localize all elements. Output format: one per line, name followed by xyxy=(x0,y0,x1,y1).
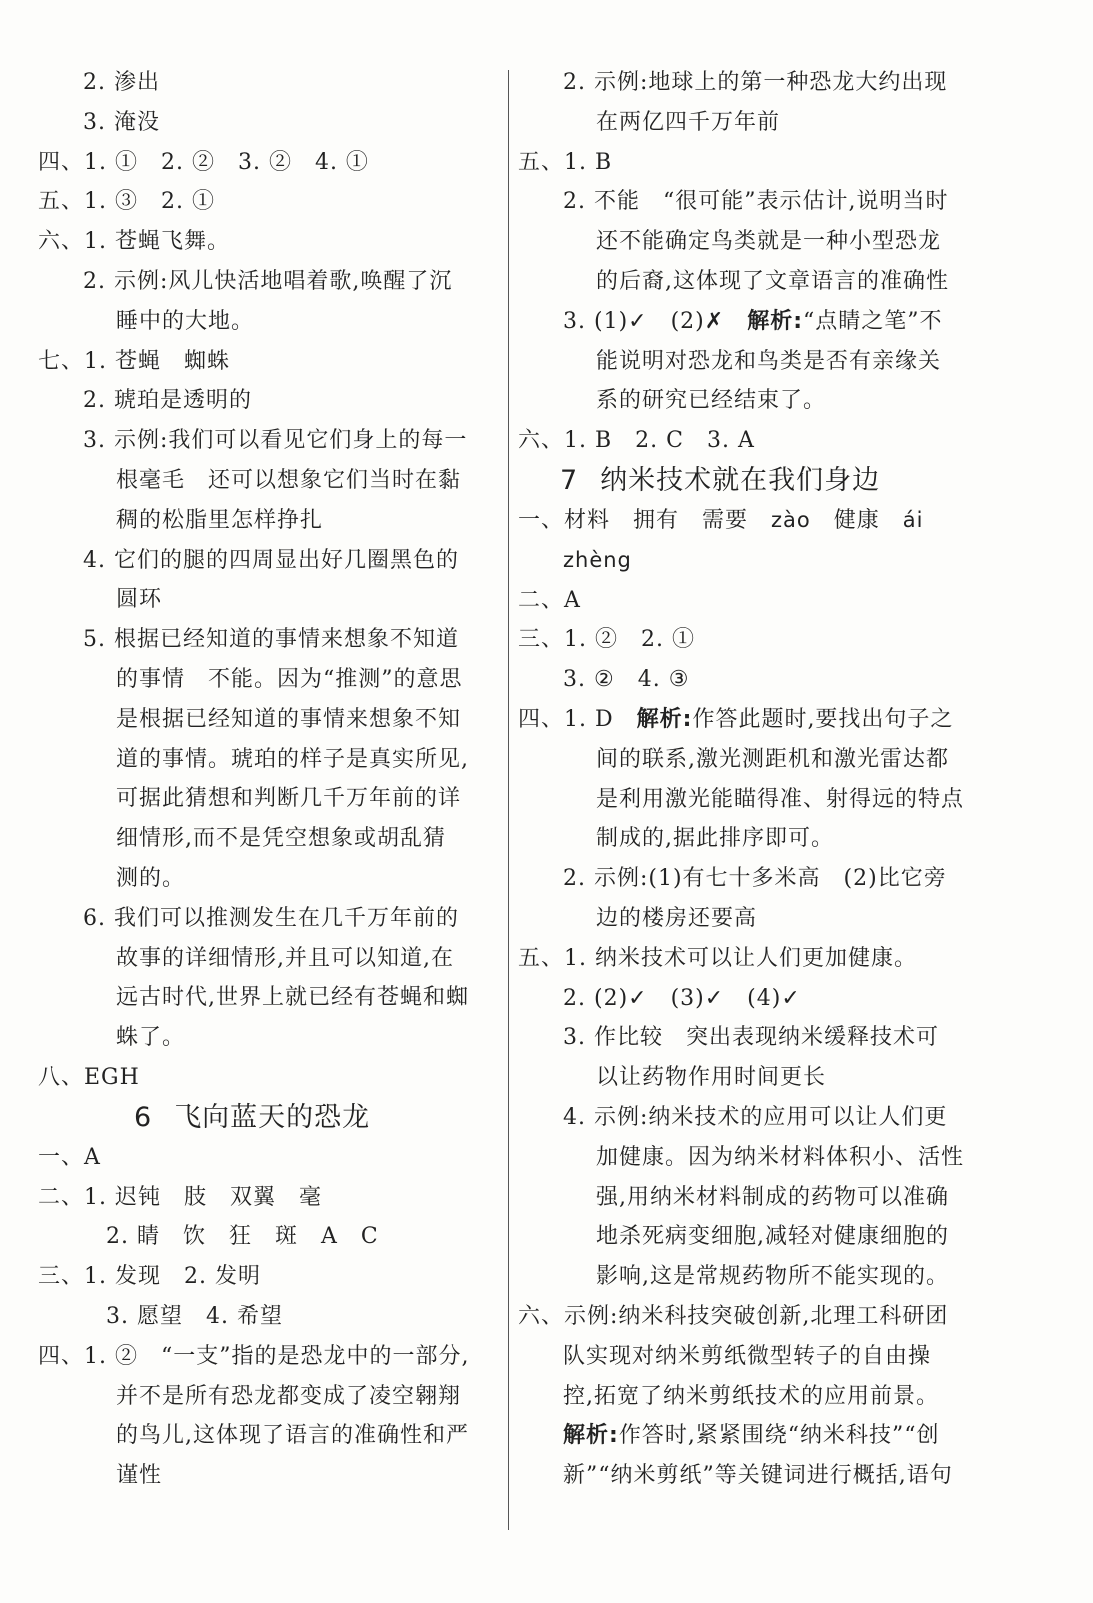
answer-text: 六、1. 苍蝇飞舞。 xyxy=(38,229,230,255)
answer-text: 二、A xyxy=(518,587,581,613)
lesson-number: 7 xyxy=(560,464,579,496)
answer-line xyxy=(38,779,500,819)
answer-text: 健康 xyxy=(810,507,903,533)
answer-line xyxy=(38,1178,500,1218)
answer-text: 四、1. D xyxy=(518,706,637,732)
answer-line xyxy=(518,421,988,461)
answer-line xyxy=(518,501,988,541)
answer-text: 测的。 xyxy=(116,865,186,891)
answer-line xyxy=(38,421,500,461)
answer-line xyxy=(38,182,500,222)
answer-text: 远古时代,世界上就已经有苍蝇和蜘 xyxy=(116,985,469,1011)
answer-text: 可据此猜想和判断几千万年前的详 xyxy=(116,786,462,812)
answer-line xyxy=(38,222,500,262)
answer-text: 影响,这是常规药物所不能实现的。 xyxy=(596,1264,949,1290)
pinyin-text: zào xyxy=(771,507,811,532)
lesson-title: 飞向蓝天的恐龙 xyxy=(174,1101,371,1133)
answer-text: 的后裔,这体现了文章语言的准确性 xyxy=(596,268,949,294)
answer-text: 2. 示例:风儿快活地唱着歌,唤醒了沉 xyxy=(83,268,453,294)
answer-text: 2. 琥珀是透明的 xyxy=(83,388,252,414)
answer-line xyxy=(518,660,988,700)
answer-line xyxy=(518,740,988,780)
answer-text: 地杀死病变细胞,减轻对健康细胞的 xyxy=(596,1224,949,1250)
answer-line xyxy=(518,1257,988,1297)
answer-line xyxy=(518,1217,988,1257)
answer-line xyxy=(518,620,988,660)
answer-text: 强,用纳米材料制成的药物可以准确 xyxy=(596,1184,949,1210)
answer-text: 还不能确定鸟类就是一种小型恐龙 xyxy=(596,229,942,255)
pinyin-text: ái xyxy=(902,507,924,532)
answer-text: 3. 作比较 突出表现纳米缓释技术可 xyxy=(563,1025,939,1051)
answer-line xyxy=(518,222,988,262)
answer-text: 道的事情。琥珀的样子是真实所见, xyxy=(116,746,469,772)
answer-line xyxy=(38,1456,500,1496)
answer-line xyxy=(38,1257,500,1297)
answer-line xyxy=(518,262,988,302)
answer-text: 四、1. ① 2. ② 3. ② 4. ① xyxy=(38,149,369,175)
answer-line xyxy=(38,1018,500,1058)
answer-line xyxy=(38,302,500,342)
answer-line xyxy=(518,581,988,621)
answer-text: 新”“纳米剪纸”等关键词进行概括,语句 xyxy=(563,1463,953,1489)
answer-text: 控,拓宽了纳米剪纸技术的应用前景。 xyxy=(563,1383,939,1409)
analysis-label: 解析: xyxy=(563,1423,619,1449)
answer-line xyxy=(518,1456,988,1496)
answer-text: 间的联系,激光测距机和激光雷达都 xyxy=(596,746,949,772)
answer-text: 3. ② 4. ③ xyxy=(563,667,690,693)
answer-text: 2. 渗出 xyxy=(83,70,160,95)
answer-text: “点睛之笔”不 xyxy=(803,308,943,334)
answer-line xyxy=(38,939,500,979)
answer-line xyxy=(518,381,988,421)
answer-line xyxy=(518,1178,988,1218)
answer-text: 边的楼房还要高 xyxy=(596,905,758,931)
answer-line xyxy=(38,541,500,581)
answer-text: 制成的,据此排序即可。 xyxy=(596,826,834,852)
answer-text: 睡中的大地。 xyxy=(116,308,255,334)
answer-text: 稠的松脂里怎样挣扎 xyxy=(116,507,324,533)
answer-text: 的鸟儿,这体现了语言的准确性和严 xyxy=(116,1423,469,1449)
answer-text: 圆环 xyxy=(116,587,163,613)
answer-line xyxy=(38,63,500,103)
answer-line xyxy=(38,819,500,859)
answer-text: 3. 愿望 4. 希望 xyxy=(83,1303,283,1329)
answer-line xyxy=(518,1138,988,1178)
answer-text: 是根据已经知道的事情来想象不知 xyxy=(116,706,462,732)
answer-line xyxy=(38,580,500,620)
left-column xyxy=(38,63,500,1496)
answer-line xyxy=(518,979,988,1019)
answer-line xyxy=(518,1297,988,1337)
answer-text: 在两亿四千万年前 xyxy=(596,109,781,135)
answer-text: 四、1. ② “一支”指的是恐龙中的一部分, xyxy=(38,1343,470,1369)
answer-line xyxy=(38,1217,500,1257)
answer-line xyxy=(38,143,500,183)
answer-text: 5. 根据已经知道的事情来想象不知道 xyxy=(83,627,459,653)
answer-line xyxy=(518,939,988,979)
answer-line xyxy=(38,1138,500,1178)
answer-text: 五、1. ③ 2. ① xyxy=(38,189,215,215)
answer-line xyxy=(38,859,500,899)
answer-line xyxy=(518,1416,988,1456)
lesson-number: 6 xyxy=(134,1101,153,1133)
answer-line xyxy=(38,262,500,302)
answer-line xyxy=(518,302,988,342)
answer-line xyxy=(38,700,500,740)
answer-text: 三、1. 发现 2. 发明 xyxy=(38,1264,261,1290)
answer-line xyxy=(38,103,500,143)
answer-line xyxy=(518,819,988,859)
answer-line xyxy=(38,1416,500,1456)
answer-text: 加健康。因为纳米材料体积小、活性 xyxy=(596,1144,965,1170)
answer-line xyxy=(38,461,500,501)
answer-line xyxy=(38,1337,500,1377)
answer-text: 八、EGH xyxy=(38,1064,140,1090)
answer-text: 3. (1)✓ (2)✗ xyxy=(563,308,748,334)
answer-line xyxy=(518,103,988,143)
answer-line xyxy=(518,1377,988,1417)
right-column xyxy=(518,63,988,1496)
answer-line xyxy=(38,1377,500,1417)
answer-text: 的事情 不能。因为“推测”的意思 xyxy=(116,666,463,692)
answer-text: 2. 示例:地球上的第一种恐龙大约出现 xyxy=(563,70,948,95)
answer-line xyxy=(518,342,988,382)
answer-line xyxy=(518,1018,988,1058)
answer-text: 蛛了。 xyxy=(116,1025,186,1051)
answer-text: 并不是所有恐龙都变成了凌空翱翔 xyxy=(116,1383,462,1409)
answer-line xyxy=(38,620,500,660)
answer-text: 一、材料 拥有 需要 xyxy=(518,507,772,533)
answer-text: 以让药物作用时间更长 xyxy=(596,1065,827,1091)
answer-text: 六、1. B 2. C 3. A xyxy=(518,428,755,454)
answer-text: 二、1. 迟钝 肢 双翼 毫 xyxy=(38,1184,322,1210)
lesson-heading xyxy=(518,461,988,501)
analysis-label: 解析: xyxy=(636,706,693,732)
answer-line xyxy=(518,541,988,581)
answer-text: 2. (2)✓ (3)✓ (4)✓ xyxy=(563,985,801,1011)
answer-text: 谨性 xyxy=(116,1463,163,1489)
answer-line xyxy=(38,381,500,421)
answer-text: 五、1. B xyxy=(518,149,613,175)
answer-line xyxy=(518,63,988,103)
answer-text: 作答时,紧紧围绕“纳米科技”“创 xyxy=(618,1423,940,1449)
answer-line xyxy=(38,978,500,1018)
answer-line xyxy=(38,1058,500,1098)
analysis-label: 解析: xyxy=(747,308,803,334)
pinyin-text: zhèng xyxy=(563,547,632,572)
answer-line xyxy=(518,1098,988,1138)
answer-text: 六、示例:纳米科技突破创新,北理工科研团 xyxy=(518,1303,949,1329)
answer-line xyxy=(518,1058,988,1098)
lesson-heading xyxy=(38,1098,500,1138)
answer-text: 是利用激光能瞄得准、射得远的特点 xyxy=(596,786,965,812)
answer-line xyxy=(518,899,988,939)
answer-text: 三、1. ② 2. ① xyxy=(518,627,695,653)
answer-line xyxy=(38,501,500,541)
lesson-title: 纳米技术就在我们身边 xyxy=(600,464,881,496)
answer-text: 队实现对纳米剪纸微型转子的自由操 xyxy=(563,1343,932,1369)
answer-line xyxy=(38,342,500,382)
answer-text: 根毫毛 还可以想象它们当时在黏 xyxy=(116,467,462,493)
answer-text: 4. 它们的腿的四周显出好几圈黑色的 xyxy=(83,547,459,573)
answer-text: 4. 示例:纳米技术的应用可以让人们更 xyxy=(563,1104,948,1130)
answer-line xyxy=(38,1297,500,1337)
answer-text: 细情形,而不是凭空想象或胡乱猜 xyxy=(116,826,446,852)
answer-line xyxy=(518,700,988,740)
answer-line xyxy=(518,182,988,222)
answer-text: 2. 睛 饮 狂 斑 A C xyxy=(83,1224,379,1250)
answer-text: 2. 示例:(1)有七十多米高 (2)比它旁 xyxy=(563,866,947,892)
column-divider xyxy=(508,70,509,1530)
answer-text: 6. 我们可以推测发生在几千万年前的 xyxy=(83,905,459,931)
answer-line xyxy=(518,143,988,183)
answer-text: 3. 淹没 xyxy=(83,109,160,135)
answer-text: 作答此题时,要找出句子之 xyxy=(692,706,954,732)
answer-text: 2. 不能 “很可能”表示估计,说明当时 xyxy=(563,189,949,215)
answer-text: 一、A xyxy=(38,1144,101,1170)
answer-line xyxy=(518,859,988,899)
answer-line xyxy=(518,780,988,820)
answer-text: 3. 示例:我们可以看见它们身上的每一 xyxy=(83,428,468,454)
answer-text: 能说明对恐龙和鸟类是否有亲缘关 xyxy=(596,348,942,374)
answer-line xyxy=(38,740,500,780)
answer-text: 五、1. 纳米技术可以让人们更加健康。 xyxy=(518,945,917,971)
answer-text: 七、1. 苍蝇 蜘蛛 xyxy=(38,348,230,374)
answer-text: 系的研究已经结束了。 xyxy=(596,388,827,414)
answer-line xyxy=(38,899,500,939)
answer-line xyxy=(518,1337,988,1377)
answer-text: 故事的详细情形,并且可以知道,在 xyxy=(116,945,454,971)
answer-line xyxy=(38,660,500,700)
